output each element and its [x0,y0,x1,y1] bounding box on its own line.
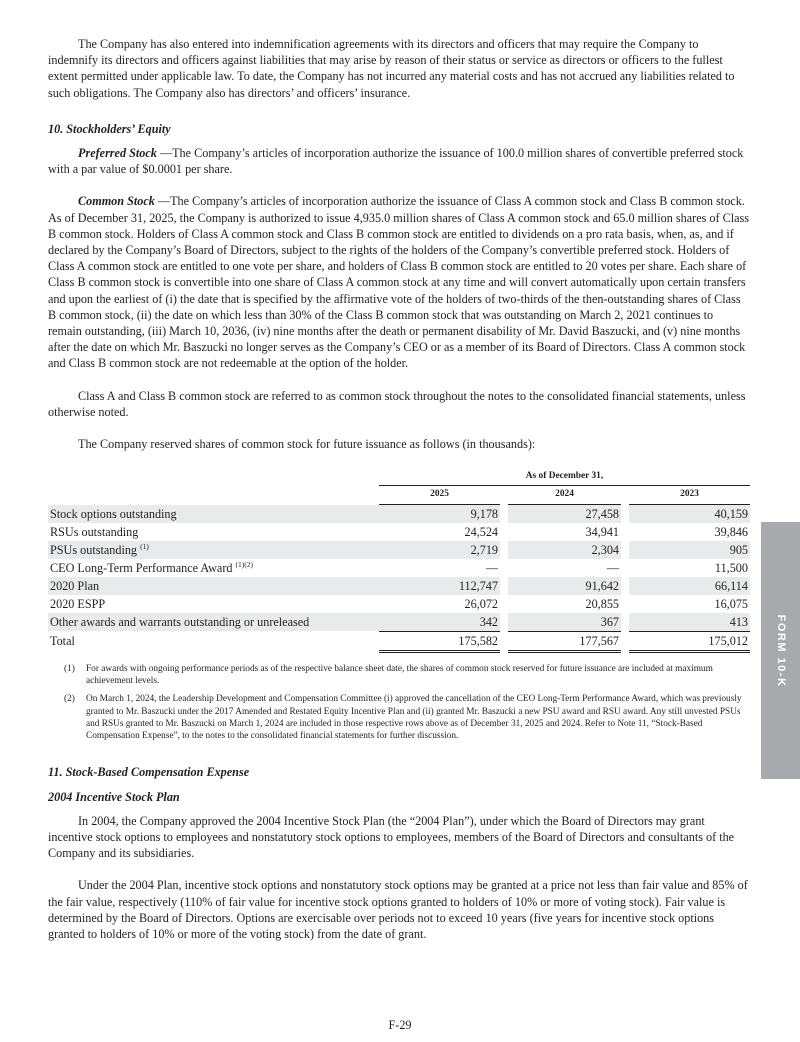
table-year-header: 2023 [629,486,750,504]
cell-value: 26,072 [464,596,498,611]
row-label: CEO Long-Term Performance Award $^{(1)(2)}$ [50,559,254,575]
cell-value: 905 [629,541,750,559]
row-label: RSUs outstanding [50,524,139,539]
intro-paragraph: The Company has also entered into indemnification agreements with its directors and officers that may require the Company to indemnify its directors and officers against liabilities that may arise by reason of their status or service as directors or officers to the fullest extent permitted under applicable law. To date, the Company has not incurred any material costs and has not accrued any liabilities related to such obligations. The Company also has directors’ and officers’ insurance. [48,37,735,100]
table-footnotes [48,663,750,743]
row-label: Stock options outstanding [48,505,379,523]
footnote-reference: (1) [140,541,149,551]
cell-value: 367 [508,613,621,632]
cell-value: 16,075 [714,596,748,611]
cell-value: 91,642 [508,577,621,595]
cell-value: 342 [379,613,500,632]
row-label: 2020 ESPP [50,596,106,611]
cell-value: 11,500 [714,560,748,575]
cell-value: 175,582 [379,631,500,651]
common-stock-paragraph [48,193,750,371]
section-11-subheading: 2004 Incentive Stock Plan [48,789,180,804]
cell-value: 66,114 [629,577,750,595]
document-page [48,36,750,942]
cell-value: 34,941 [585,524,619,539]
form-10k-side-tab [761,522,800,779]
table-row [48,559,750,577]
cell-value: 24,524 [464,524,498,539]
cell-value: 40,159 [629,505,750,523]
preferred-stock-text: —The Company’s articles of incorporation authorize the issuance of 100.0 million shares of convertible preferred stock with a par value of $0.0001 per share. [48,146,744,177]
section-10-heading: 10. Stockholders’ Equity [48,121,171,136]
cell-value: 9,178 [379,505,500,523]
cell-value: — [606,560,619,575]
section-11-heading: 11. Stock-Based Compensation Expense [48,765,250,780]
table-row [48,505,750,523]
footnote [48,663,750,688]
common-stock-text: —The Company’s articles of incorporation authorize the issuance of Class A common stock and Class B common stock. As of December 31, 2025, the Company is authorized to issue 4,935.0 million shares of Class A common stock and 65.0 million shares of Class B common stock. Holders of Class A common stock and Class B common stock are entitled to dividends on a pro rata basis, when, as, and if declared by the Company’s Board of Directors, subject to the rights of the holders of the Company’s convertible preferred stock. Holders of Class A common stock are entitled to one vote per share, and holders of Class B common stock are entitled to 20 votes per share. Each share of Class B common stock is convertible into one share of Class A common stock at any time and will convert automatically upon certain transfers and upon the earliest of (i) the date that is specified by the affirmative vote of the holders of two-thirds of the then-outstanding shares of Class B common stock, (ii) the date on which less than 30% of the Class B common stock that was outstanding on March 2, 2021 continues to remain outstanding, (iii) March 10, 2036, (iv) nine months after the death or permanent disability of Mr. David Baszucki, and (v) nine months after the date on which Mr. Baszucki no longer serves as the Company’s CEO or as a member of its Board of Directors. Class A common stock and Class B common stock are not redeemable at the option of the holder. [48,194,750,371]
cell-value: 413 [629,613,750,632]
preferred-stock-lead: Preferred Stock [78,146,157,161]
reserved-shares-intro: The Company reserved shares of common stock for future issuance as follows (in thousands): [78,437,536,452]
table-row [48,577,750,595]
page-number: F-29 [388,1018,412,1032]
cell-value: 2,304 [508,541,621,559]
cell-value: 112,747 [379,577,500,595]
footnote [48,693,750,742]
footnote-mark: (2) [64,694,75,705]
footnote-text: For awards with ongoing performance periods as of the respective balance sheet date, the shares of common stock reserved for future issuance are included at maximum achievement levels. [86,663,713,686]
row-label: 2020 Plan [48,577,379,595]
row-label: Total [50,634,75,649]
table-row [48,523,750,541]
cell-value: 39,846 [714,524,748,539]
table-total-row [48,631,750,651]
cell-value: 177,567 [508,631,621,651]
table-year-header: 2024 [508,486,621,504]
plan-2004-paragraph-1: In 2004, the Company approved the 2004 Incentive Stock Plan (the “2004 Plan”), under which the Board of Directors may grant incentive stock options to employees and nonstatutory stock options to employees, members of the Board of Directors and consultants of the Company and its subsidiaries. [48,813,735,861]
cell-value: 2,719 [379,541,500,559]
footnote-mark: (1) [64,663,75,674]
cell-value: 27,458 [508,505,621,523]
row-label: PSUs outstanding $^{(1)}$ [48,541,379,559]
row-label: Other awards and warrants outstanding or unreleased [48,613,379,632]
plan-2004-paragraph-2: Under the 2004 Plan, incentive stock options and nonstatutory stock options may be granted at a price not less than fair value and 85% of the fair value, respectively (110% of fair value for incentive stock options granted to holders of 10% or more of voting stock). Fair value is determined by the Board of Directors. Options are exercisable over periods not to exceed 10 years (five years for incentive stock options granted to holders of 10% or more of the voting stock) from the date of grant. [48,878,748,942]
footnote-reference: (1)(2) [235,559,254,569]
table-group-header: As of December 31, [379,468,750,486]
footnote-text: On March 1, 2024, the Leadership Development and Compensation Committee (i) approved the cancellation of the CEO Long-Term Performance Award, which was previously granted to Mr. Baszucki under the 2017 Amended and Restated Equity Incentive Plan and (ii) granted Mr. Baszucki a new PSU award and RSU award. Any still unvested PSUs and RSUs granted to Mr. Baszucki on March 1, 2024 are included in those respective rows above as of December 31, 2025 and 2024. Refer to Note 11, “Stock-Based Compensation Expense”, to the notes to the consolidated financial statements for further discussion. [86,694,742,742]
cell-value: — [485,560,498,575]
side-tab-label: FORM 10-K [774,614,787,687]
table-row [48,613,750,632]
cell-value: 20,855 [585,596,619,611]
cell-value: 175,012 [629,631,750,651]
common-stock-lead: Common Stock [78,194,155,209]
table-year-header: 2025 [379,486,500,504]
table-row [48,541,750,559]
preferred-stock-paragraph [48,145,750,177]
class-ab-paragraph: Class A and Class B common stock are referred to as common stock throughout the notes to the consolidated financial statements, unless otherwise noted. [48,388,746,419]
reserved-shares-table [48,468,750,652]
table-row [48,595,750,613]
